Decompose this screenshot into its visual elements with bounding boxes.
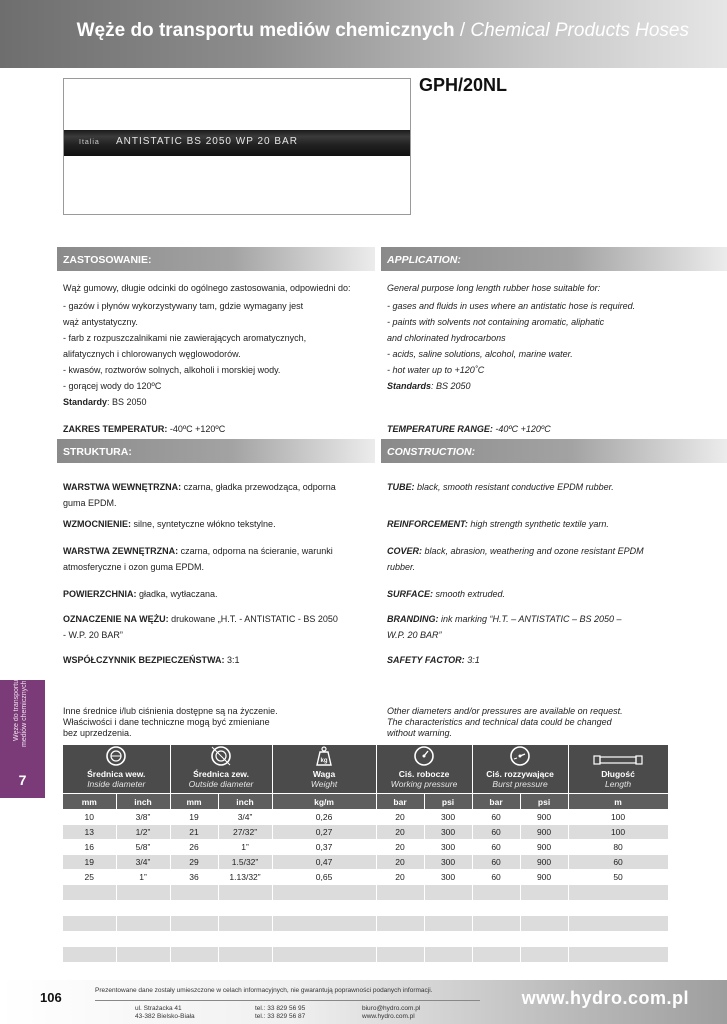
table-cell: 0,65: [272, 870, 376, 885]
chapter-tab: [0, 680, 45, 798]
temperature-value: -40ºC +120ºC: [167, 424, 226, 434]
hose-photo: [63, 78, 411, 215]
table-row-empty: [63, 916, 668, 932]
application-en-standards: [387, 378, 717, 394]
application-pl-item: - gorącej wody do 120ºC: [63, 381, 162, 391]
table-cell: 300: [424, 825, 472, 840]
note-line: bez uprzedzenia.: [63, 728, 132, 738]
table-cell: 1.5/32”: [218, 855, 272, 870]
table-cell: 50: [568, 870, 668, 885]
footer-phones: [255, 1005, 305, 1021]
branding-label: OZNACZENIE NA WĘŻU:: [63, 614, 169, 624]
table-row: [63, 840, 668, 855]
construction-pl-text: [63, 479, 378, 668]
surface-value: smooth extruded.: [433, 589, 506, 599]
website-link-small[interactable]: www.hydro.com.pl: [362, 1013, 415, 1020]
safety-value: 3:1: [464, 655, 480, 665]
website-link[interactable]: www.hydro.com.pl: [521, 988, 689, 1008]
table-cell: 21: [170, 825, 218, 840]
chapter-tab-line: mediów chemicznych: [21, 680, 28, 747]
table-units-row: [63, 794, 668, 810]
title-separator: /: [454, 20, 471, 41]
table-cell: 13: [63, 825, 116, 840]
standards-label: Standardy: [63, 397, 108, 407]
table-cell: 29: [170, 855, 218, 870]
cover-value-cont: rubber.: [387, 562, 416, 572]
table-cell: 1”: [218, 840, 272, 855]
table-cell: 60: [472, 825, 520, 840]
branding-value: ink marking “H.T. – ANTISTATIC – BS 2050 –: [438, 614, 622, 624]
surface-en: [387, 586, 717, 602]
table-cell: 60: [568, 855, 668, 870]
table-cell: 25: [63, 870, 116, 885]
table-cell: 20: [376, 840, 424, 855]
unit-cell: psi: [424, 794, 472, 810]
temperature-label: TEMPERATURE RANGE:: [387, 424, 493, 434]
cover-label: COVER:: [387, 546, 423, 556]
column-group-outside-diameter: [170, 745, 272, 794]
table-cell: 20: [376, 810, 424, 825]
reinforcement-label: REINFORCEMENT:: [387, 519, 468, 529]
standards-label: Standards: [387, 381, 432, 391]
application-pl-item: - kwasów, roztworów solnych, alkoholi i morskiej wody.: [63, 365, 281, 375]
title-en: Chemical Products Hoses: [470, 20, 689, 41]
application-en-item: - hot water up to +120˚C: [387, 365, 485, 375]
table-cell: 26: [170, 840, 218, 855]
section-heading-application-en: APPLICATION:: [381, 247, 727, 271]
tube-en: [387, 479, 717, 495]
column-group-length: [568, 745, 668, 794]
column-group-label: Średnica zew.: [193, 769, 249, 779]
cover-label: WARSTWA ZEWNĘTRZNA:: [63, 546, 179, 556]
cover-value: czarna, odporna na ścieranie, warunki: [178, 546, 333, 556]
tube-value-cont: guma EPDM.: [63, 498, 117, 508]
table-cell: 10: [63, 810, 116, 825]
surface-label: SURFACE:: [387, 589, 434, 599]
safety-value: 3:1: [224, 655, 240, 665]
unit-cell: inch: [218, 794, 272, 810]
footer-contact: [362, 1005, 420, 1021]
table-row: [63, 825, 668, 840]
column-group-label: Ciś. robocze: [398, 769, 450, 779]
safety-label: WSPÓŁCZYNNIK BEZPIECZEŃSTWA:: [63, 655, 225, 665]
hose-image: [64, 130, 410, 156]
table-cell: 20: [376, 825, 424, 840]
application-pl-intro: Wąż gumowy, długie odcinki do ogólnego zastosowania, odpowiedni do:: [63, 283, 351, 293]
table-cell: 0,26: [272, 810, 376, 825]
table-cell: 900: [520, 825, 568, 840]
application-en-temperature: [387, 421, 717, 437]
safety-label: SAFETY FACTOR:: [387, 655, 465, 665]
unit-cell: mm: [63, 794, 116, 810]
surface-value: gładka, wytłaczana.: [136, 589, 218, 599]
safety-en: [387, 652, 717, 668]
application-en-item: - gases and fluids in uses where an antistatic hose is required.: [387, 301, 636, 311]
phone-line: tel.: 33 829 56 95: [255, 1005, 306, 1012]
table-cell: 1.13/32”: [218, 870, 272, 885]
address-line: 43-382 Bielsko-Biała: [135, 1013, 195, 1020]
table-cell: 60: [472, 840, 520, 855]
pressure-gauge-icon: [413, 745, 435, 767]
application-en-text: [387, 280, 717, 437]
table-row-empty: [63, 885, 668, 901]
table-cell: 300: [424, 870, 472, 885]
branding-value-cont: W.P. 20 BAR”: [387, 630, 442, 640]
chapter-number: 7: [18, 772, 27, 788]
page-footer: [0, 980, 727, 1024]
table-cell: 20: [376, 870, 424, 885]
reinforcement-value: silne, syntetyczne włókno tekstylne.: [131, 519, 276, 529]
table-cell: 3/4”: [218, 810, 272, 825]
hose-brand: Italia: [79, 139, 100, 146]
standards-value: : BS 2050: [107, 397, 147, 407]
section-heading-construction-pl: STRUKTURA:: [57, 439, 375, 463]
application-pl-standards: [63, 394, 378, 410]
tube-value: czarna, gładka przewodząca, odporna: [181, 482, 336, 492]
table-cell: 900: [520, 840, 568, 855]
table-cell: 0,27: [272, 825, 376, 840]
address-line: ul. Strażacka 41: [135, 1005, 182, 1012]
note-line: Właściwości i dane techniczne mogą być zmieniane: [63, 717, 270, 727]
application-en-item: - paints with solvents not containing aromatic, aliphatic: [387, 317, 605, 327]
application-pl-text: [63, 280, 378, 437]
standards-value: : BS 2050: [431, 381, 471, 391]
table-row-spacer: [63, 932, 668, 947]
table-cell: 100: [568, 825, 668, 840]
surface-pl: [63, 586, 378, 602]
application-pl-item: wąż antystatyczny.: [63, 317, 138, 327]
table-row: [63, 855, 668, 870]
product-model: GPH/20NL: [419, 75, 508, 95]
column-group-label: Średnica wew.: [87, 769, 146, 779]
table-cell: 60: [472, 810, 520, 825]
table-row: [63, 870, 668, 885]
table-cell: 100: [568, 810, 668, 825]
table-row: [63, 810, 668, 825]
footer-divider: [95, 1000, 480, 1001]
reinforcement-pl: [63, 516, 378, 532]
weight-icon-text: kg: [320, 758, 328, 764]
page-number: 106: [40, 990, 62, 1005]
chapter-tab-label: [0, 680, 45, 770]
column-group-label: Długość: [601, 769, 635, 779]
chapter-tab-line: Węże do transportu: [13, 680, 20, 742]
column-group-label-en: Burst pressure: [492, 779, 548, 789]
branding-en: [387, 611, 717, 627]
table-cell: 19: [63, 855, 116, 870]
title-pl: Węże do transportu mediów chemicznych: [76, 20, 455, 41]
reinforcement-label: WZMOCNIENIE:: [63, 519, 131, 529]
page-title: [77, 20, 689, 42]
application-en-intro: General purpose long length rubber hose suitable for:: [387, 283, 601, 293]
note-line: without warning.: [387, 728, 453, 738]
unit-cell: m: [568, 794, 668, 810]
notes-pl: [63, 706, 363, 739]
application-en-item: - acids, saline solutions, alcohol, marine water.: [387, 349, 573, 359]
inside-diameter-icon: [105, 745, 127, 767]
column-group-burst-pressure: [472, 745, 568, 794]
table-cell: 900: [520, 855, 568, 870]
table-cell: 3/8”: [116, 810, 170, 825]
table-cell: 1”: [116, 870, 170, 885]
cover-value-cont: atmosferyczne i ozon guma EPDM.: [63, 562, 205, 572]
spec-table: [63, 745, 669, 963]
branding-pl: [63, 611, 378, 627]
reinforcement-value: high strength synthetic textile yarn.: [467, 519, 609, 529]
tube-pl: [63, 479, 378, 495]
table-row-empty: [63, 947, 668, 963]
column-group-inside-diameter: [63, 745, 170, 794]
application-pl-temperature: [63, 421, 378, 437]
footer-disclaimer: Prezentowane dane zostały umieszczone w celach informacyjnych, nie gwarantują poprawności podanych informacji.: [95, 987, 433, 994]
unit-cell: kg/m: [272, 794, 376, 810]
table-cell: 27/32”: [218, 825, 272, 840]
column-group-working-pressure: [376, 745, 472, 794]
table-cell: 900: [520, 810, 568, 825]
table-cell: 1/2”: [116, 825, 170, 840]
notes-en: [387, 706, 707, 739]
column-group-label-en: Working pressure: [390, 779, 458, 789]
note-line: Inne średnice i/lub ciśnienia dostępne są na życzenie.: [63, 706, 278, 716]
unit-cell: inch: [116, 794, 170, 810]
burst-gauge-icon: [509, 745, 531, 767]
branding-value: drukowane „H.T. - ANTISTATIC - BS 2050: [168, 614, 338, 624]
table-cell: 900: [520, 870, 568, 885]
column-group-label-en: Outside diameter: [188, 779, 254, 789]
application-pl-item: alifatycznych i chlorowanych węglowodorów.: [63, 349, 241, 359]
unit-cell: mm: [170, 794, 218, 810]
table-cell: 60: [472, 855, 520, 870]
tube-label: WARSTWA WEWNĘTRZNA:: [63, 482, 182, 492]
safety-pl: [63, 652, 378, 668]
column-group-weight: [272, 745, 376, 794]
section-heading-application-pl: ZASTOSOWANIE:: [57, 247, 375, 271]
tube-value: black, smooth resistant conductive EPDM rubber.: [414, 482, 614, 492]
table-cell: 0,37: [272, 840, 376, 855]
unit-cell: bar: [376, 794, 424, 810]
cover-pl: [63, 543, 378, 559]
table-cell: 0,47: [272, 855, 376, 870]
note-line: The characteristics and technical data could be changed: [387, 717, 612, 727]
application-pl-item: - farb z rozpuszczalnikami nie zawierających aromatycznych,: [63, 333, 307, 343]
note-line: Other diameters and/or pressures are available on request.: [387, 706, 623, 716]
table-cell: 80: [568, 840, 668, 855]
phone-line: tel.: 33 829 56 87: [255, 1013, 306, 1020]
table-cell: 16: [63, 840, 116, 855]
table-cell: 300: [424, 855, 472, 870]
table-header-row: [63, 745, 668, 794]
column-group-label-en: Weight: [310, 779, 338, 789]
surface-label: POWIERZCHNIA:: [63, 589, 137, 599]
cover-value: black, abrasion, weathering and ozone resistant EPDM: [422, 546, 644, 556]
unit-cell: psi: [520, 794, 568, 810]
table-cell: 300: [424, 840, 472, 855]
hose-marking: ANTISTATIC BS 2050 WP 20 BAR: [116, 136, 298, 147]
table-cell: 20: [376, 855, 424, 870]
outside-diameter-icon: [210, 745, 232, 767]
column-group-label: Ciś. rozzywające: [486, 769, 554, 779]
application-en-item: and chlorinated hydrocarbons: [387, 333, 506, 343]
branding-value-cont: - W.P. 20 BAR”: [63, 630, 123, 640]
column-group-label: Waga: [312, 769, 336, 779]
column-group-label-en: Length: [605, 779, 632, 789]
table-cell: 19: [170, 810, 218, 825]
section-heading-construction-en: CONSTRUCTION:: [381, 439, 727, 463]
application-pl-item: - gazów i płynów wykorzystywany tam, gdzie wymagany jest: [63, 301, 304, 311]
table-row-spacer: [63, 901, 668, 916]
tube-label: TUBE:: [387, 482, 415, 492]
table-cell: 3/4”: [116, 855, 170, 870]
temperature-label: ZAKRES TEMPERATUR:: [63, 424, 168, 434]
column-group-label-en: Inside diameter: [87, 779, 146, 789]
length-icon: [592, 753, 644, 767]
branding-label: BRANDING:: [387, 614, 439, 624]
page-header: [0, 0, 727, 68]
reinforcement-en: [387, 516, 717, 532]
email-link[interactable]: biuro@hydro.com.pl: [362, 1005, 421, 1012]
construction-en-text: [387, 479, 717, 668]
footer-address: [135, 1005, 195, 1021]
weight-icon: [313, 745, 335, 767]
temperature-value: -40ºC +120ºC: [492, 424, 551, 434]
table-cell: 300: [424, 810, 472, 825]
table-cell: 36: [170, 870, 218, 885]
unit-cell: bar: [472, 794, 520, 810]
table-cell: 5/8”: [116, 840, 170, 855]
table-cell: 60: [472, 870, 520, 885]
cover-en: [387, 543, 717, 559]
